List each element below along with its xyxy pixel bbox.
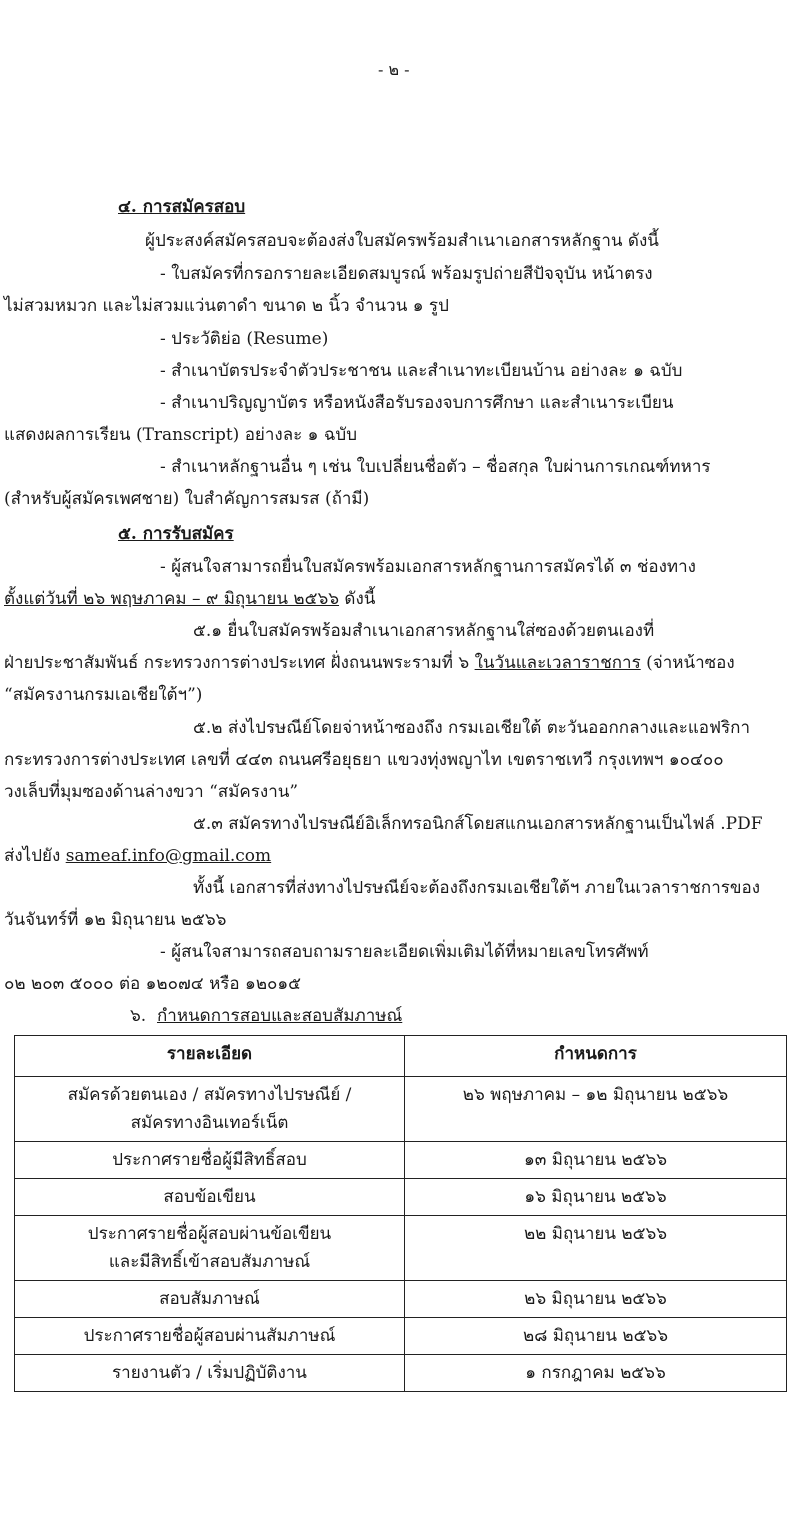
contact-info: - ผู้สนใจสามารถสอบถามรายละเอียดเพิ่มเติมได้ที่หมายเลขโทรศัพท์ xyxy=(160,942,649,962)
row-detail: รายงานตัว / เริ่มปฏิบัติงาน xyxy=(15,1355,405,1392)
table-row xyxy=(15,1142,787,1179)
row-detail: ประกาศรายชื่อผู้สอบผ่านสัมภาษณ์ xyxy=(15,1318,405,1355)
contact-phone: ๐๒ ๒๐๓ ๕๐๐๐ ต่อ ๑๒๐๗๔ หรือ ๑๒๐๑๕ xyxy=(4,974,302,994)
registration-period: ตั้งแต่วันที่ ๒๖ พฤษภาคม – ๙ มิถุนายน ๒๕๖๖ xyxy=(4,589,340,609)
section4-item5-cont: (สำหรับผู้สมัครเพศชาย) ใบสำคัญการสมรส (ถ้ามี) xyxy=(4,489,370,509)
table-row xyxy=(15,1179,787,1216)
channel1-envelope: (จ่าหน้าซอง xyxy=(640,653,735,673)
detail-line: ประกาศรายชื่อผู้สอบผ่านข้อเขียน xyxy=(87,1224,332,1244)
section4-item2: - ประวัติย่อ (Resume) xyxy=(160,329,329,349)
row-date: ๑ กรกฎาคม ๒๕๖๖ xyxy=(405,1355,787,1392)
channel2: ๕.๒ ส่งไปรษณีย์โดยจ่าหน้าซองถึง กรมเอเชียใต้ ตะวันออกกลางและแอฟริกา xyxy=(193,718,751,738)
row-date: ๒๒ มิถุนายน ๒๕๖๖ xyxy=(405,1216,787,1281)
section6-heading xyxy=(130,1004,402,1028)
table-row xyxy=(15,1077,787,1142)
detail-line: และมีสิทธิ์เข้าสอบสัมภาษณ์ xyxy=(108,1252,311,1272)
row-date: ๒๖ พฤษภาคม – ๑๒ มิถุนายน ๒๕๖๖ xyxy=(405,1077,787,1142)
channel1-location: ฝ่ายประชาสัมพันธ์ กระทรวงการต่างประเทศ ฝั่งถนนพระรามที่ ๖ xyxy=(4,653,475,673)
table-header-row xyxy=(15,1036,787,1077)
channel1-office-hours: ในวันและเวลาราชการ xyxy=(474,653,641,673)
channel2-note: วงเล็บที่มุมซองด้านล่างขวา “สมัครงาน” xyxy=(4,782,299,802)
email-link[interactable]: sameaf.info@gmail.com xyxy=(65,846,272,866)
section5-heading: ๕. การรับสมัคร xyxy=(118,524,234,544)
schedule-table xyxy=(14,1035,787,1392)
channel3-prefix: ส่งไปยัง xyxy=(4,846,66,866)
header-schedule: กำหนดการ xyxy=(405,1036,787,1077)
table-row xyxy=(15,1318,787,1355)
row-detail: ประกาศรายชื่อผู้มีสิทธิ์สอบ xyxy=(15,1142,405,1179)
page-number: - ๒ - xyxy=(378,60,410,79)
row-date: ๑๓ มิถุนายน ๒๕๖๖ xyxy=(405,1142,787,1179)
row-date: ๑๖ มิถุนายน ๒๕๖๖ xyxy=(405,1179,787,1216)
section6-title: กำหนดการสอบและสอบสัมภาษณ์ xyxy=(157,1006,403,1026)
table-row xyxy=(15,1355,787,1392)
deadline-note-cont: วันจันทร์ที่ ๑๒ มิถุนายน ๒๕๖๖ xyxy=(4,910,227,930)
section6-number: ๖. xyxy=(130,1006,147,1026)
section5-p1-cont xyxy=(4,587,375,611)
section4-intro: ผู้ประสงค์สมัครสอบจะต้องส่งใบสมัครพร้อมสำเนาเอกสารหลักฐาน ดังนี้ xyxy=(145,231,659,251)
section4-item5: - สำเนาหลักฐานอื่น ๆ เช่น ใบเปลี่ยนชื่อตัว – ชื่อสกุล ใบผ่านการเกณฑ์ทหาร xyxy=(160,457,711,477)
table-row xyxy=(15,1216,787,1281)
channel2-address: กระทรวงการต่างประเทศ เลขที่ ๔๔๓ ถนนศรีอยุธยา แขวงทุ่งพญาไท เขตราชเทวี กรุงเทพฯ ๑๐๔๐๐ xyxy=(4,750,724,770)
section4-item4: - สำเนาปริญญาบัตร หรือหนังสือรับรองจบการศึกษา และสำเนาระเบียน xyxy=(160,393,674,413)
detail-line: สมัครด้วยตนเอง / สมัครทางไปรษณีย์ / xyxy=(67,1085,352,1105)
section4-item4-cont: แสดงผลการเรียน (Transcript) อย่างละ ๑ ฉบับ xyxy=(4,425,358,445)
channel3: ๕.๓ สมัครทางไปรษณีย์อิเล็กทรอนิกส์โดยสแกนเอกสารหลักฐานเป็นไฟล์ .PDF xyxy=(193,814,763,834)
row-date: ๒๖ มิถุนายน ๒๕๖๖ xyxy=(405,1281,787,1318)
section5-p1: - ผู้สนใจสามารถยื่นใบสมัครพร้อมเอกสารหลักฐานการสมัครได้ ๓ ช่องทาง xyxy=(160,557,696,577)
section4-item3: - สำเนาบัตรประจำตัวประชาชน และสำเนาทะเบียนบ้าน อย่างละ ๑ ฉบับ xyxy=(160,361,683,381)
row-detail: สอบสัมภาษณ์ xyxy=(15,1281,405,1318)
channel1-envelope-label: “สมัครงานกรมเอเชียใต้ฯ”) xyxy=(4,685,203,705)
channel1: ๕.๑ ยื่นใบสมัครพร้อมสำเนาเอกสารหลักฐานใส่ซองด้วยตนเองที่ xyxy=(193,621,655,641)
section4-heading: ๔. การสมัครสอบ xyxy=(118,197,246,217)
header-detail: รายละเอียด xyxy=(15,1036,405,1077)
row-detail: สอบข้อเขียน xyxy=(15,1179,405,1216)
row-detail xyxy=(15,1216,405,1281)
detail-line: สมัครทางอินเทอร์เน็ต xyxy=(130,1113,289,1133)
section5-p1-tail: ดังนี้ xyxy=(339,589,376,609)
deadline-note: ทั้งนี้ เอกสารที่ส่งทางไปรษณีย์จะต้องถึงกรมเอเชียใต้ฯ ภายในเวลาราชการของ xyxy=(193,878,761,898)
row-date: ๒๘ มิถุนายน ๒๕๖๖ xyxy=(405,1318,787,1355)
section4-item1: - ใบสมัครที่กรอกรายละเอียดสมบูรณ์ พร้อมรูปถ่ายสีปัจจุบัน หน้าตรง xyxy=(160,264,653,284)
row-detail xyxy=(15,1077,405,1142)
channel1-cont xyxy=(4,651,735,675)
channel3-cont xyxy=(4,844,271,868)
section4-item1-cont: ไม่สวมหมวก และไม่สวมแว่นตาดำ ขนาด ๒ นิ้ว จำนวน ๑ รูป xyxy=(4,296,449,316)
table-row xyxy=(15,1281,787,1318)
